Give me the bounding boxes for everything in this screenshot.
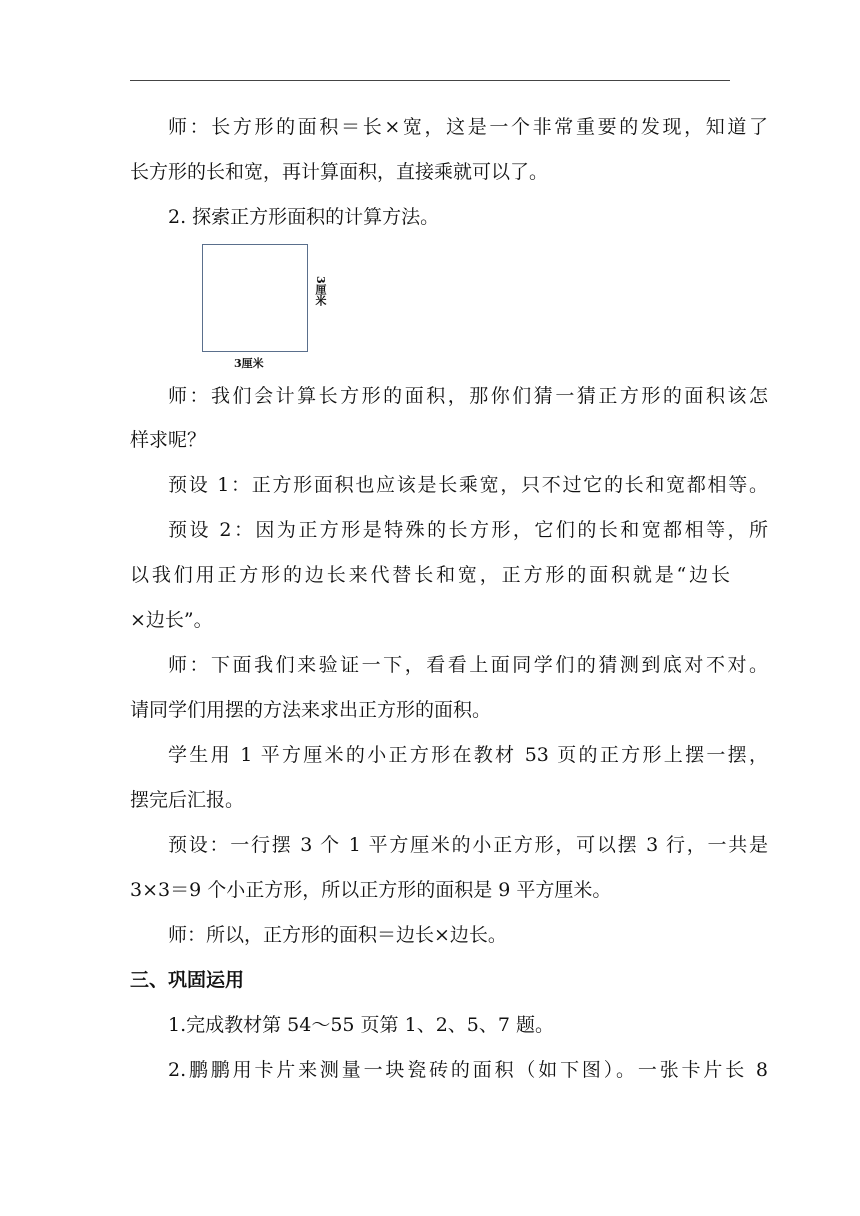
paragraph-line: 预设：一行摆 3 个 1 平方厘米的小正方形，可以摆 3 行，一共是 [168, 834, 768, 856]
paragraph-line: 师：所以，正方形的面积＝边长×边长。 [168, 924, 507, 946]
paragraph-line: 师：下面我们来验证一下，看看上面同学们的猜测到底对不对。 [168, 654, 768, 676]
section-heading: 三、巩固运用 [130, 969, 245, 991]
paragraph-line: 长方形的长和宽，再计算面积，直接乘就可以了。 [130, 161, 549, 183]
paragraph-line: 以我们用正方形的边长来代替长和宽，正方形的面积就是“边长 [130, 564, 730, 586]
paragraph-line: 摆完后汇报。 [130, 789, 245, 811]
paragraph-line: 预设 2：因为正方形是特殊的长方形，它们的长和宽都相等，所 [168, 519, 768, 541]
header-rule [130, 80, 730, 81]
paragraph-line: 预设 1：正方形面积也应该是长乘宽，只不过它的长和宽都相等。 [168, 474, 768, 496]
paragraph-line: 师：我们会计算长方形的面积，那你们猜一猜正方形的面积该怎 [168, 385, 768, 407]
paragraph-line: 1.完成教材第 54～55 页第 1、2、5、7 题。 [168, 1014, 554, 1036]
paragraph-line: 2. 探索正方形面积的计算方法。 [168, 206, 440, 228]
paragraph-line: 2.鹏鹏用卡片来测量一块瓷砖的面积（如下图）。一张卡片长 8 [168, 1059, 768, 1081]
square-figure [196, 240, 346, 375]
paragraph-line: 3×3＝9 个小正方形，所以正方形的面积是 9 平方厘米。 [130, 879, 612, 901]
square-shape [202, 244, 308, 352]
paragraph-line: 样求呢？ [130, 429, 207, 451]
paragraph-line: 学生用 1 平方厘米的小正方形在教材 53 页的正方形上摆一摆， [168, 744, 768, 766]
side-length-label: 3厘米 [314, 276, 327, 306]
paragraph-line: 师：长方形的面积＝长×宽，这是一个非常重要的发现，知道了 [168, 116, 768, 138]
paragraph-line: 请同学们用摆的方法来求出正方形的面积。 [130, 699, 492, 721]
paragraph-line: ×边长”。 [130, 609, 213, 631]
bottom-length-label: 3厘米 [234, 357, 264, 370]
